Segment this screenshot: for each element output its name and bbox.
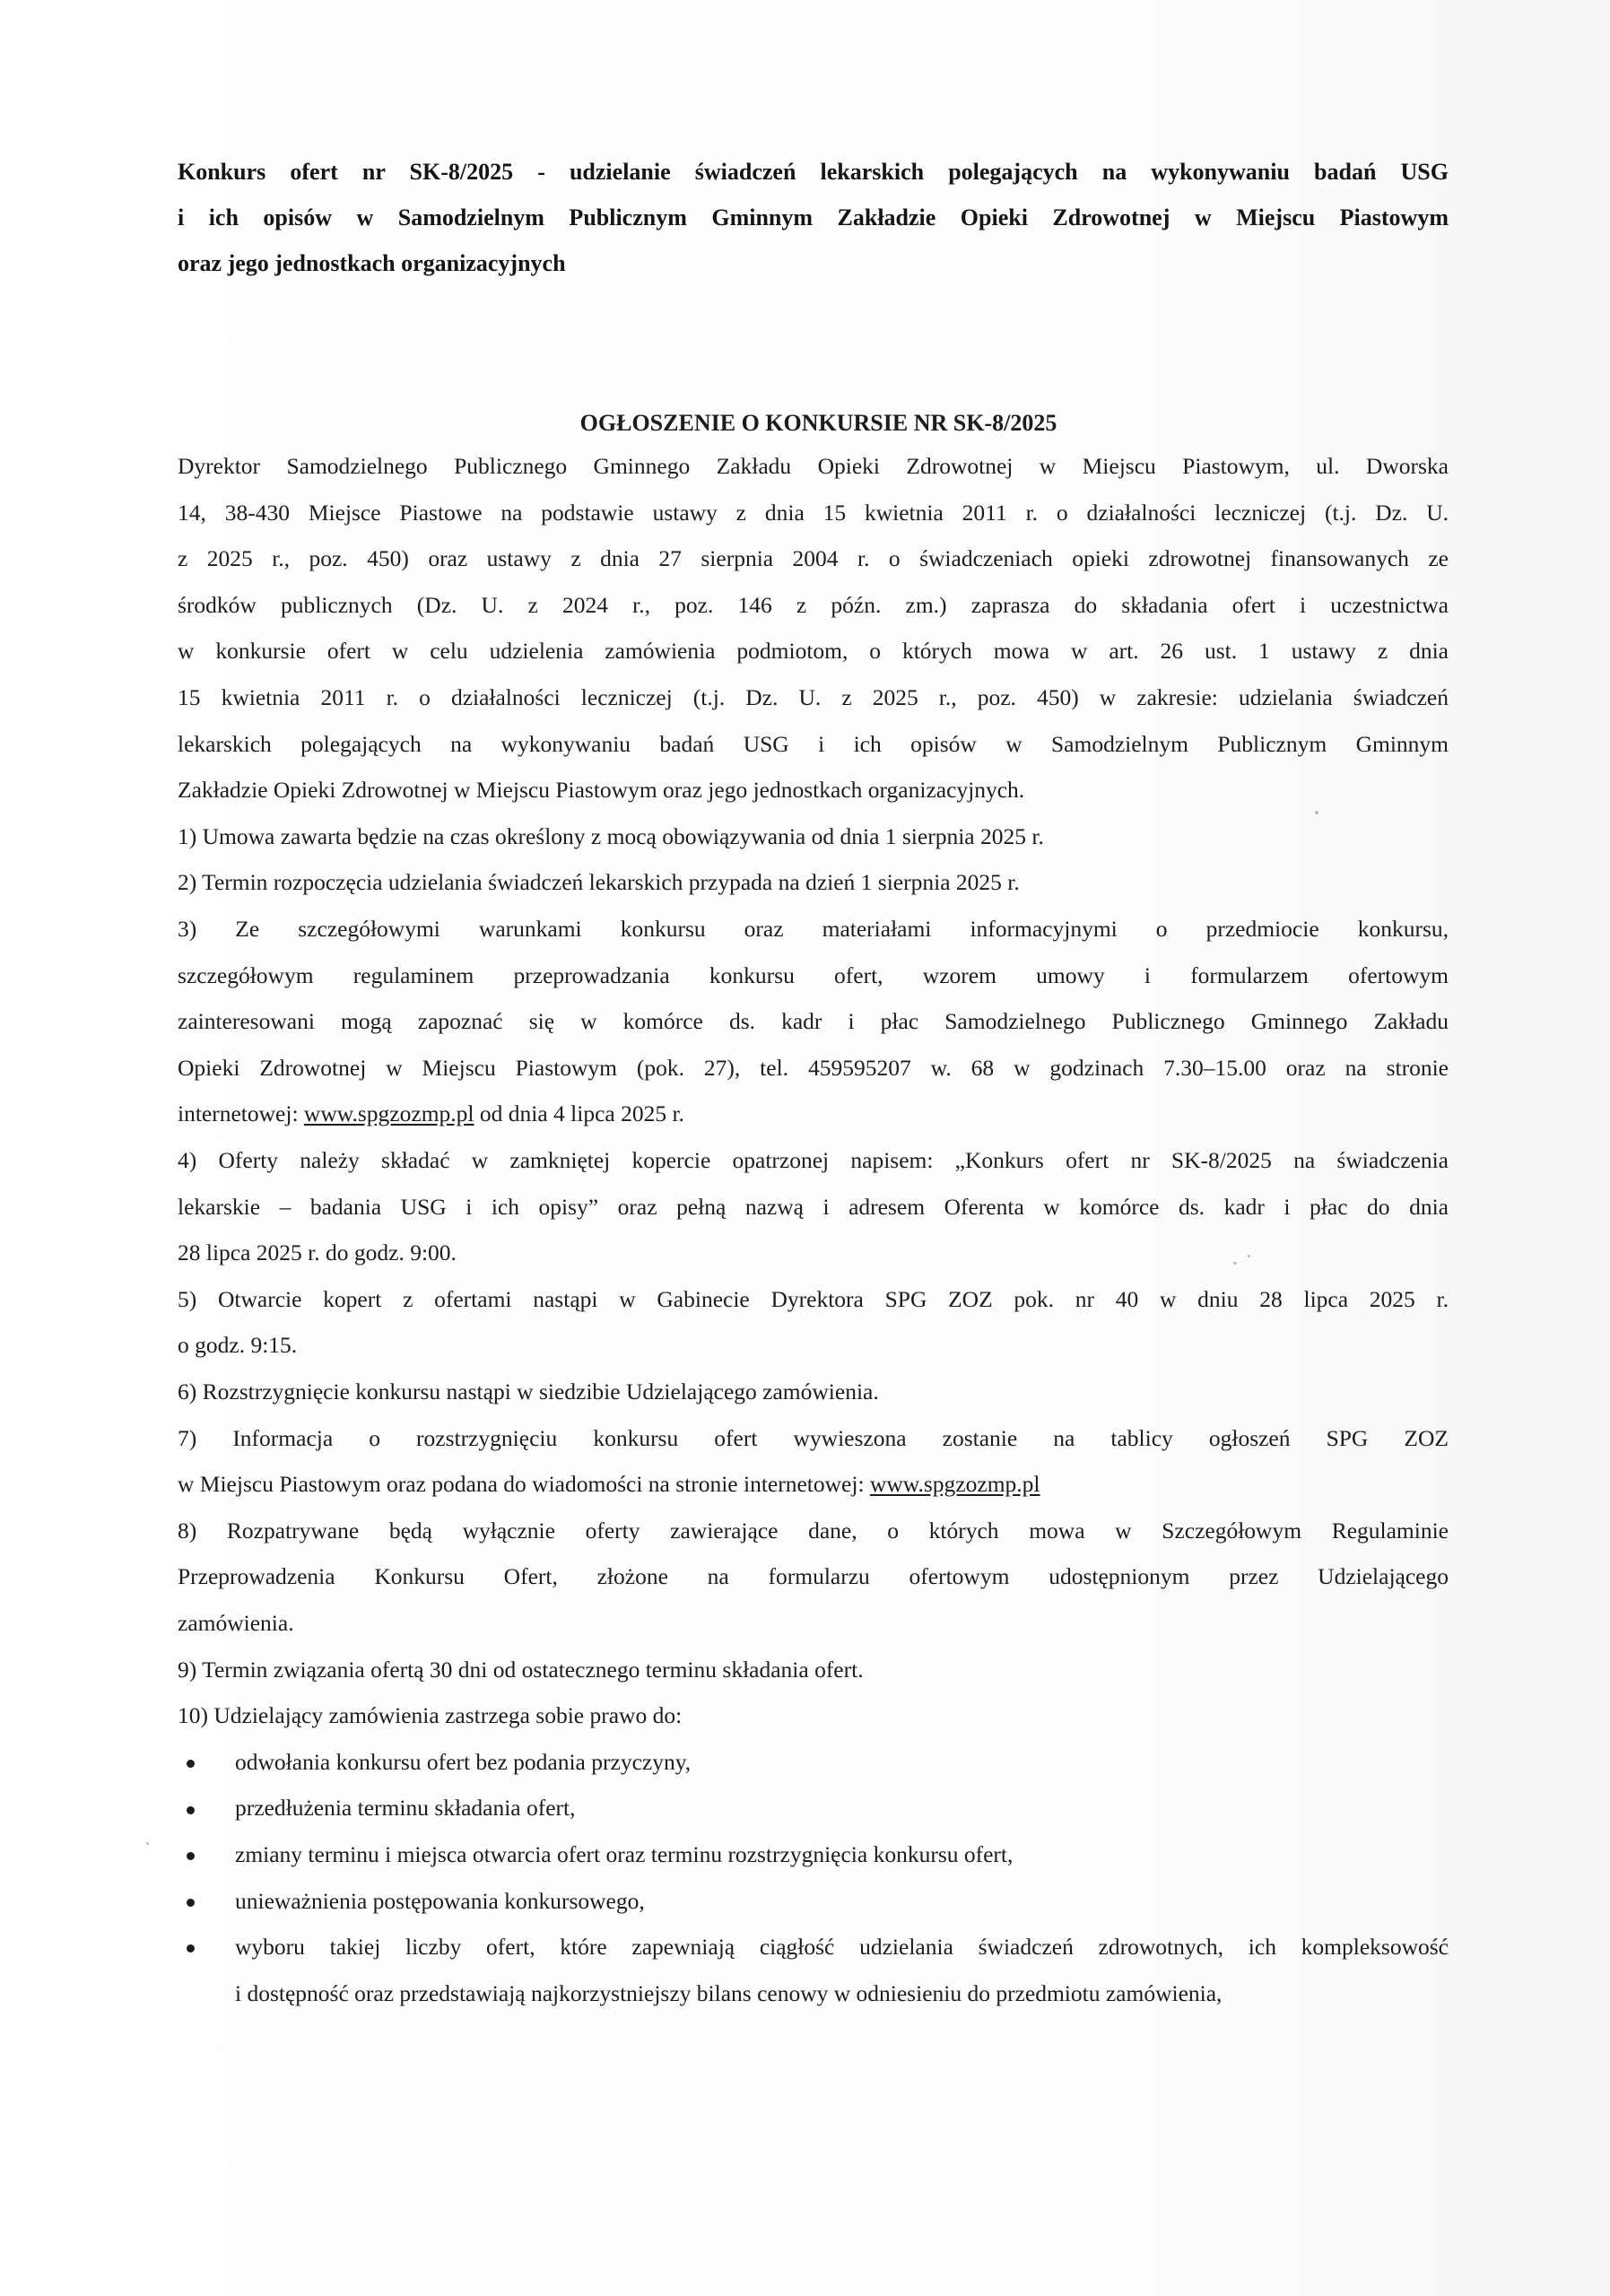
list-item-text: przedłużenia terminu składania ofert, [235,1795,576,1821]
bullet-icon [187,1760,195,1768]
intro-line: 15 kwietnia 2011 r. o działalności leczniczej (t.j. Dz. U. z 2025 r., poz. 450) w zakresie: udzielania świadczeń [178,684,1449,710]
bullet-icon [187,1852,195,1860]
point-8-line: zamówienia. [178,1610,294,1636]
document-title-line: oraz jego jednostkach organizacyjnych [178,250,566,276]
website-link[interactable]: www.spgzozmp.pl [869,1471,1040,1497]
point-4-line: 4) Oferty należy składać w zamkniętej kopercie opatrzonej napisem: „Konkurs ofert nr SK-8/2025 na świadczenia [178,1147,1449,1173]
point-10: 10) Udzielający zamówienia zastrzega sobie prawo do: [178,1702,683,1728]
intro-line: lekarskich polegających na wykonywaniu badań USG i ich opisów w Samodzielnym Publicznym Gminnym [178,731,1449,757]
list-item-text: zmiany terminu i miejsca otwarcia ofert oraz terminu rozstrzygnięcia konkursu ofert, [235,1841,1014,1867]
announcement-heading: OGŁOSZENIE O KONKURSIE NR SK-8/2025 [579,410,1057,436]
point-8-line: Przeprowadzenia Konkursu Ofert, złożone na formularzu ofertowym udostępnionym przez Udzielającego [178,1563,1449,1589]
point-9: 9) Termin związania ofertą 30 dni od ostatecznego terminu składania ofert. [178,1657,864,1683]
intro-line: 14, 38-430 Miejsce Piastowe na podstawie ustawy z dnia 15 kwietnia 2011 r. o działalności leczniczej (t.j. Dz. U. [178,500,1449,526]
intro-line: środków publicznych (Dz. U. z 2024 r., poz. 146 z późn. zm.) zaprasza do składania ofert i uczestnictwa [178,592,1449,618]
point-4-line: 28 lipca 2025 r. do godz. 9:00. [178,1239,457,1265]
point-3-line [178,1100,1449,1128]
point-6: 6) Rozstrzygnięcie konkursu nastąpi w siedzibie Udzielającego zamówienia. [178,1378,879,1405]
intro-line: w konkursie ofert w celu udzielenia zamówienia podmiotom, o których mowa w art. 26 ust. 1 ustawy z dnia [178,638,1449,664]
intro-line: Dyrektor Samodzielnego Publicznego Gminnego Zakładu Opieki Zdrowotnej w Miejscu Piastowym, ul. Dworska [178,453,1449,479]
point-5-line: o godz. 9:15. [178,1332,298,1358]
scan-speck [1315,811,1318,814]
point-3-suffix: od dnia 4 lipca 2025 r. [474,1100,684,1126]
point-3-prefix: internetowej: [178,1100,304,1126]
document-title-line: Konkurs ofert nr SK-8/2025 - udzielanie świadczeń lekarskich polegających na wykonywaniu badań USG [178,159,1449,185]
point-5-line: 5) Otwarcie kopert z ofertami nastąpi w Gabinecie Dyrektora SPG ZOZ pok. nr 40 w dniu 28 lipca 2025 r. [178,1286,1449,1312]
bullet-icon [187,1944,195,1952]
point-1: 1) Umowa zawarta będzie na czas określony z mocą obowiązywania od dnia 1 sierpnia 2025 r. [178,823,1044,849]
bullet-icon [187,1899,195,1907]
bullet-icon [187,1806,195,1814]
website-link[interactable]: www.spgzozmp.pl [303,1100,474,1126]
point-7-prefix: w Miejscu Piastowym oraz podana do wiadomości na stronie internetowej: [178,1471,870,1497]
point-3-line: szczegółowym regulaminem przeprowadzania konkursu ofert, wzorem umowy i formularzem ofertowym [178,962,1449,988]
intro-line: z 2025 r., poz. 450) oraz ustawy z dnia 27 sierpnia 2004 r. o świadczeniach opieki zdrowotnej finansowanych ze [178,545,1449,571]
list-item-text: wyboru takiej liczby ofert, które zapewniają ciągłość udzielania świadczeń zdrowotnych, ich kompleksowość [235,1934,1449,1960]
scan-speck [146,1842,149,1845]
document-title-line: i ich opisów w Samodzielnym Publicznym Gminnym Zakładzie Opieki Zdrowotnej w Miejscu Piastowym [178,204,1449,230]
point-3-line: 3) Ze szczegółowymi warunkami konkursu oraz materiałami informacyjnymi o przedmiocie konkursu, [178,916,1449,942]
intro-line: Zakładzie Opieki Zdrowotnej w Miejscu Piastowym oraz jego jednostkach organizacyjnych. [178,777,1025,803]
scan-speck [1233,1262,1237,1265]
point-3-line: zainteresowani mogą zapoznać się w komórce ds. kadr i płac Samodzielnego Publicznego Gminnego Zakładu [178,1008,1449,1034]
list-item-text: odwołania konkursu ofert bez podania przyczyny, [235,1749,692,1775]
scan-speck [1248,1255,1250,1257]
point-2: 2) Termin rozpoczęcia udzielania świadczeń lekarskich przypada na dzień 1 sierpnia 2025 r. [178,869,1020,895]
point-7-line: 7) Informacja o rozstrzygnięciu konkursu ofert wywieszona zostanie na tablicy ogłoszeń SPG ZOZ [178,1425,1449,1451]
point-8-line: 8) Rozpatrywane będą wyłącznie oferty zawierające dane, o których mowa w Szczegółowym Regulaminie [178,1518,1449,1544]
list-item-continuation: i dostępność oraz przedstawiają najkorzystniejszy bilans cenowy w odniesieniu do przedmiotu zamówienia, [235,1980,1223,2006]
point-3-line: Opieki Zdrowotnej w Miejscu Piastowym (pok. 27), tel. 459595207 w. 68 w godzinach 7.30–15.00 oraz na stronie [178,1055,1449,1081]
point-7-line [178,1470,1449,1499]
point-4-line: lekarskie – badania USG i ich opisy” oraz pełną nazwą i adresem Oferenta w komórce ds. kadr i płac do dnia [178,1194,1449,1220]
list-item-text: unieważnienia postępowania konkursowego, [235,1888,645,1914]
